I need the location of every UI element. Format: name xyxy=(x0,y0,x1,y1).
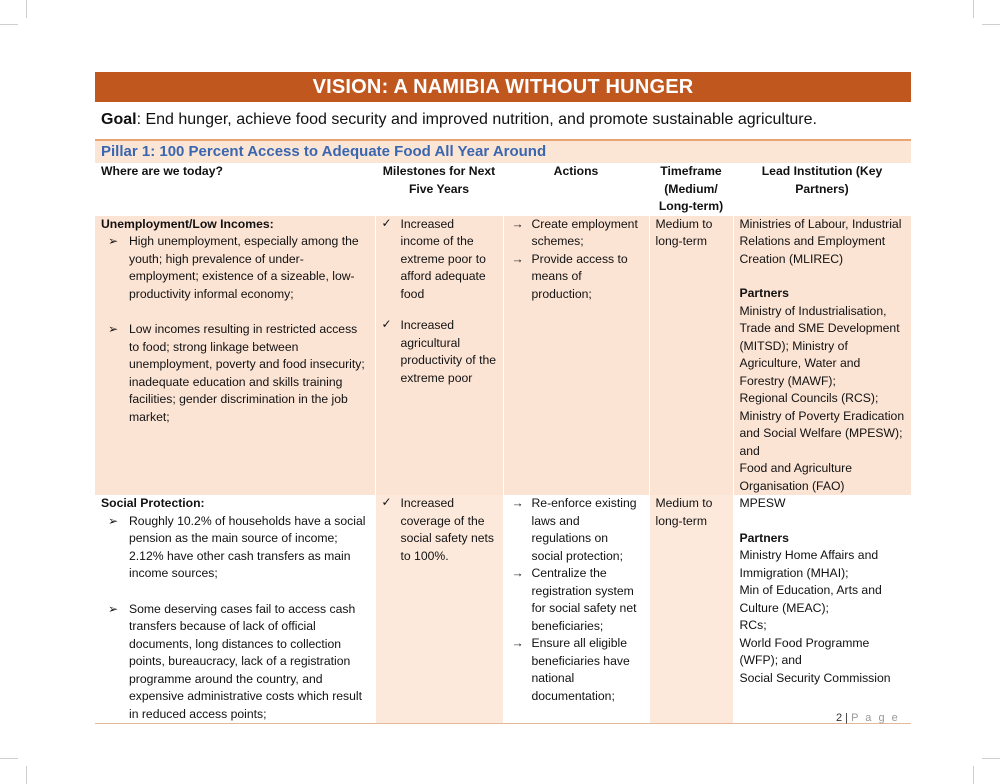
header-lead: Lead Institution (Key Partners) xyxy=(761,164,883,196)
right-arrow-icon: → xyxy=(511,566,524,580)
situation-text: Some deserving cases fail to access cash transfers because of lack of official documents, long distances to collection points, bureaucracy, lack of a registration programme around the country, and expensive administrative costs which result in reduced access points; xyxy=(129,601,363,721)
crop-mark xyxy=(973,766,974,784)
milestones-cell xyxy=(375,216,503,496)
crop-mark xyxy=(26,0,27,18)
goal-statement xyxy=(95,102,911,139)
right-arrow-icon: → xyxy=(511,496,524,510)
goal-label: Goal xyxy=(101,111,137,128)
spacer xyxy=(382,303,497,317)
spacer xyxy=(740,268,906,285)
action-text: Provide access to means of production; xyxy=(531,251,628,301)
situation-cell xyxy=(95,216,375,496)
crop-mark xyxy=(982,24,1000,25)
arrowhead-bullet-icon: ➢ xyxy=(108,513,119,528)
right-arrow-icon: → xyxy=(511,251,524,266)
checkmark-icon: ✓ xyxy=(381,495,392,509)
arrowhead-bullet-icon: ➢ xyxy=(108,322,119,336)
spacer xyxy=(101,583,369,601)
list-item xyxy=(382,495,497,565)
checkmark-icon: ✓ xyxy=(381,317,392,331)
situation-text: Roughly 10.2% of households have a social pension as the main source of income; 2.12% have other cash transfers as main income sources; xyxy=(129,513,366,580)
actions-cell xyxy=(503,495,649,723)
list-item xyxy=(510,565,643,635)
table-row xyxy=(95,495,911,723)
crop-mark xyxy=(0,24,18,25)
lead-cell xyxy=(733,495,911,723)
footer-separator: | xyxy=(842,712,852,724)
list-item xyxy=(101,601,369,724)
partner-item: Social Security Commission xyxy=(739,670,891,685)
header-timeframe: Timeframe (Medium/ Long-term) xyxy=(658,164,724,213)
list-item xyxy=(101,321,369,426)
header-actions: Actions xyxy=(553,164,599,178)
actions-list xyxy=(510,495,643,705)
list-item xyxy=(382,216,497,304)
list-item xyxy=(510,216,643,251)
partner-item: Regional Councils (RCS); xyxy=(739,391,879,405)
timeframe-cell: Medium to long-term xyxy=(649,216,733,496)
list-item xyxy=(510,635,643,705)
pillar-table xyxy=(95,163,911,723)
milestones-list xyxy=(382,216,497,388)
crop-mark xyxy=(982,758,1000,759)
partner-item: Ministry of Industrialisation, Trade and SME Development (MITSD); Ministry of Agriculture, Water and Forestry (MAWF); xyxy=(739,303,900,388)
document-page xyxy=(95,72,911,724)
situation-cell xyxy=(95,495,375,723)
arrowhead-bullet-icon: ➢ xyxy=(108,601,119,616)
header-milestones: Milestones for Next Five Years xyxy=(382,164,496,196)
spacer xyxy=(101,303,369,321)
action-text: Ensure all eligible beneficiaries have national documentation; xyxy=(531,636,630,703)
partner-item: Ministry Home Affairs and Immigration (MHAI); xyxy=(739,548,879,580)
vision-banner: VISION: A NAMIBIA WITHOUT HUNGER xyxy=(95,72,911,102)
row-subtitle: Unemployment/Low Incomes: xyxy=(101,216,274,231)
partners-heading: Partners xyxy=(739,530,789,545)
partners-heading: Partners xyxy=(739,286,789,300)
action-text: Re-enforce existing laws and regulations on social protection; xyxy=(531,496,637,563)
right-arrow-icon: → xyxy=(511,216,524,231)
lead-institution: MPESW xyxy=(739,496,786,510)
row-subtitle: Social Protection: xyxy=(101,496,205,510)
situation-text: High unemployment, especially among the youth; high prevalence of under-employment; existence of a sizeable, low-productivity informal economy; xyxy=(129,234,359,301)
partner-item: Ministry of Poverty Eradication and Social Welfare (MPESW); and xyxy=(739,408,905,458)
milestone-text: Increased coverage of the social safety nets to 100%. xyxy=(400,496,494,563)
spacer xyxy=(740,513,906,530)
table-row xyxy=(95,216,911,496)
timeframe-cell: Medium to long-term xyxy=(649,495,733,723)
situation-text: Low incomes resulting in restricted access to food; strong linkage between unemployment, poverty and food insecurity; inadequate education and skills training facilities; gender discrimination in the job market; xyxy=(129,322,365,424)
milestone-text: Increased agricultural productivity of the extreme poor xyxy=(400,318,497,385)
pillar-heading: Pillar 1: 100 Percent Access to Adequate Food All Year Around xyxy=(95,141,911,163)
checkmark-icon: ✓ xyxy=(381,215,392,230)
actions-cell xyxy=(503,216,649,496)
milestones-cell xyxy=(375,495,503,723)
lead-institution: Ministries of Labour, Industrial Relations and Employment Creation (MLIREC) xyxy=(739,216,902,266)
list-item xyxy=(101,233,369,303)
situation-list xyxy=(101,513,369,724)
milestones-list xyxy=(382,495,497,565)
partner-item: World Food Programme (WFP); and xyxy=(739,635,870,667)
partner-item: Food and Agriculture Organisation (FAO) xyxy=(739,461,852,493)
page-word: P a g e xyxy=(851,712,900,724)
page-number: 2 xyxy=(836,712,843,724)
action-text: Create employment schemes; xyxy=(531,216,638,248)
arrowhead-bullet-icon: ➢ xyxy=(108,234,119,248)
crop-mark xyxy=(0,758,18,759)
list-item xyxy=(510,495,643,565)
list-item xyxy=(382,317,497,387)
list-item xyxy=(101,513,369,583)
milestone-text: Increased income of the extreme poor to afford adequate food xyxy=(400,216,486,301)
actions-list xyxy=(510,216,643,304)
header-where: Where are we today? xyxy=(101,164,223,178)
crop-mark xyxy=(26,766,27,784)
partner-item: Min of Education, Arts and Culture (MEAC); xyxy=(739,583,882,615)
crop-mark xyxy=(973,0,974,18)
list-item xyxy=(510,251,643,304)
table-bottom-rule xyxy=(95,723,911,724)
page-footer xyxy=(836,712,900,724)
action-text: Centralize the registration system for social safety net beneficiaries; xyxy=(531,566,637,633)
table-header-row xyxy=(95,163,911,216)
right-arrow-icon: → xyxy=(511,636,524,650)
lead-cell xyxy=(733,216,911,496)
partner-item: RCs; xyxy=(739,618,767,632)
goal-text: : End hunger, achieve food security and improved nutrition, and promote sustainable agriculture. xyxy=(136,111,817,128)
situation-list xyxy=(101,233,369,426)
